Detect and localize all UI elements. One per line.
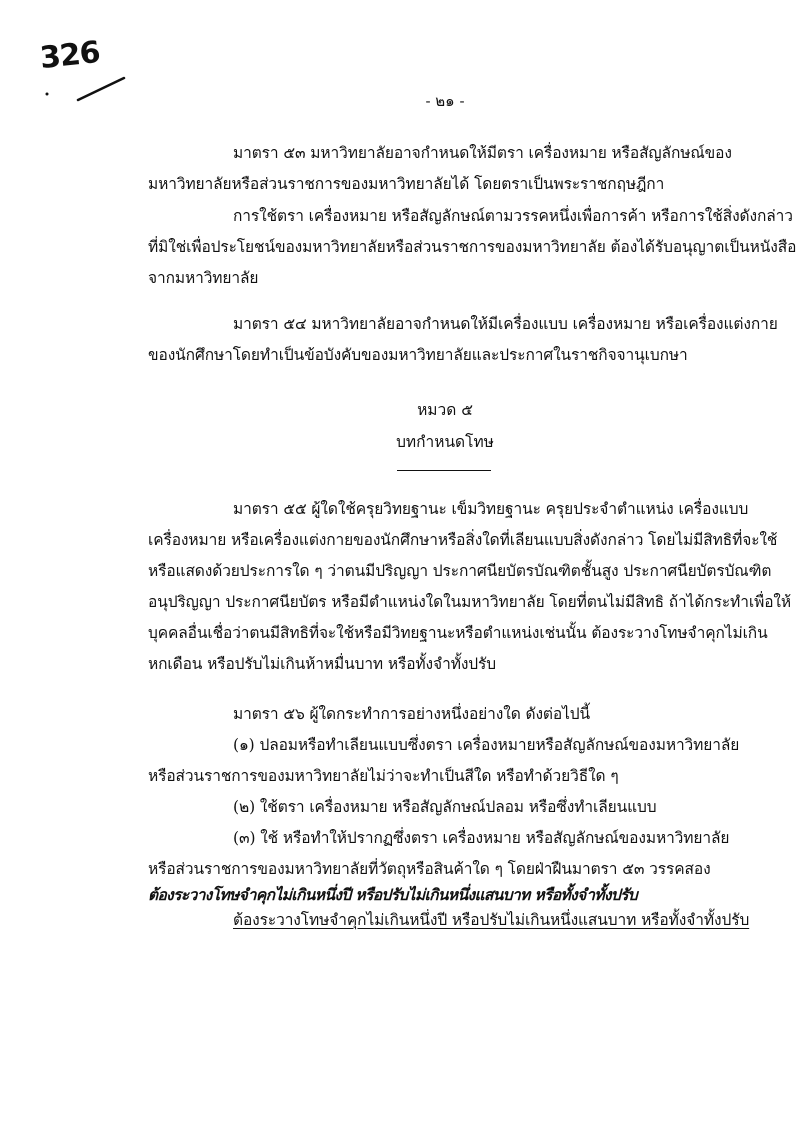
section56-item3-line2: หรือส่วนราชการของมหาวิทยาลัยที่วัตถุหรือสินค้าใด ๆ โดยฝ่าฝืนมาตรา ๕๓ วรรคสอง bbox=[148, 860, 711, 878]
section55-line6: หกเดือน หรือปรับไม่เกินห้าหมื่นบาท หรือทั้งจำทั้งปรับ bbox=[148, 655, 496, 673]
section56-item1-line1: (๑) ปลอมหรือทำเลียนแบบซึ่งตรา เครื่องหมายหรือสัญลักษณ์ของมหาวิทยาลัย bbox=[233, 736, 740, 754]
handwritten-page-note: 326 bbox=[38, 34, 102, 77]
section53-line2: มหาวิทยาลัยหรือส่วนราชการของมหาวิทยาลัยได้ โดยตราเป็นพระราชกฤษฎีกา bbox=[148, 175, 665, 193]
section55-line4: อนุปริญญา ประกาศนียบัตร หรือมีตำแหน่งใดในมหาวิทยาลัย โดยที่ตนไม่มีสิทธิ ถ้าได้กระทำเพื่อให้ bbox=[148, 593, 791, 611]
section53-line4: ที่มิใช่เพื่อประโยชน์ของมหาวิทยาลัยหรือส่วนราชการของมหาวิทยาลัย ต้องได้รับอนุญาตเป็นหนังสือ bbox=[148, 238, 797, 256]
section56-penalty-underlined: ต้องระวางโทษจำคุกไม่เกินหนึ่งปี หรือปรับไม่เกินหนึ่งแสนบาท หรือทั้งจำทั้งปรับ bbox=[233, 911, 750, 929]
section54-line2: ของนักศึกษาโดยทำเป็นข้อบังคับของมหาวิทยาลัยและประกาศในราชกิจจานุเบกษา bbox=[148, 346, 688, 364]
section53-line5: จากมหาวิทยาลัย bbox=[148, 269, 259, 287]
section55-line3: หรือแสดงด้วยประการใด ๆ ว่าตนมีปริญญา ประกาศนียบัตรบัณฑิตชั้นสูง ประกาศนียบัตรบัณฑิต bbox=[148, 562, 772, 580]
chapter-subtitle: บทกำหนดโทษ bbox=[396, 433, 494, 451]
section54-line1: มาตรา ๕๔ มหาวิทยาลัยอาจกำหนดให้มีเครื่องแบบ เครื่องหมาย หรือเครื่องแต่งกาย bbox=[233, 315, 778, 333]
section55-line2: เครื่องหมาย หรือเครื่องแต่งกายของนักศึกษาหรือสิ่งใดที่เลียนแบบสิ่งดังกล่าว โดยไม่มีสิทธิที่จะใช้ bbox=[148, 531, 778, 549]
page-number: - ๒๑ - bbox=[425, 92, 465, 110]
chapter-title: หมวด ๕ bbox=[417, 401, 473, 419]
section55-line1: มาตรา ๕๕ ผู้ใดใช้ครุยวิทยฐานะ เข็มวิทยฐานะ ครุยประจำตำแหน่ง เครื่องแบบ bbox=[233, 500, 749, 518]
section56-item1-line2: หรือส่วนราชการของมหาวิทยาลัยไม่ว่าจะทำเป็นสีใด หรือทำด้วยวิธีใด ๆ bbox=[148, 767, 619, 785]
section53-line1: มาตรา ๕๓ มหาวิทยาลัยอาจกำหนดให้มีตรา เครื่องหมาย หรือสัญลักษณ์ของ bbox=[233, 144, 732, 162]
section55-line5: บุคคลอื่นเชื่อว่าตนมีสิทธิที่จะใช้หรือมีวิทยฐานะหรือตำแหน่งเช่นนั้น ต้องระวางโทษจำคุกไม่เกิน bbox=[148, 624, 768, 642]
section53-line3: การใช้ตรา เครื่องหมาย หรือสัญลักษณ์ตามวรรคหนึ่งเพื่อการค้า หรือการใช้สิ่งดังกล่าว bbox=[233, 207, 793, 225]
chapter-divider bbox=[397, 470, 491, 471]
section56-penalty-struck: ต้องระวางโทษจำคุกไม่เกินหนึ่งปี หรือปรับไม่เกินหนึ่งแสนบาท หรือทั้งจำทั้งปรับ bbox=[148, 885, 638, 904]
section56-item3-line1: (๓) ใช้ หรือทำให้ปรากฏซึ่งตรา เครื่องหมาย หรือสัญลักษณ์ของมหาวิทยาลัย bbox=[233, 829, 730, 847]
section56-item2: (๒) ใช้ตรา เครื่องหมาย หรือสัญลักษณ์ปลอม หรือซึ่งทำเลียนแบบ bbox=[233, 798, 657, 816]
section56-line1: มาตรา ๕๖ ผู้ใดกระทำการอย่างหนึ่งอย่างใด ดังต่อไปนี้ bbox=[233, 705, 591, 723]
